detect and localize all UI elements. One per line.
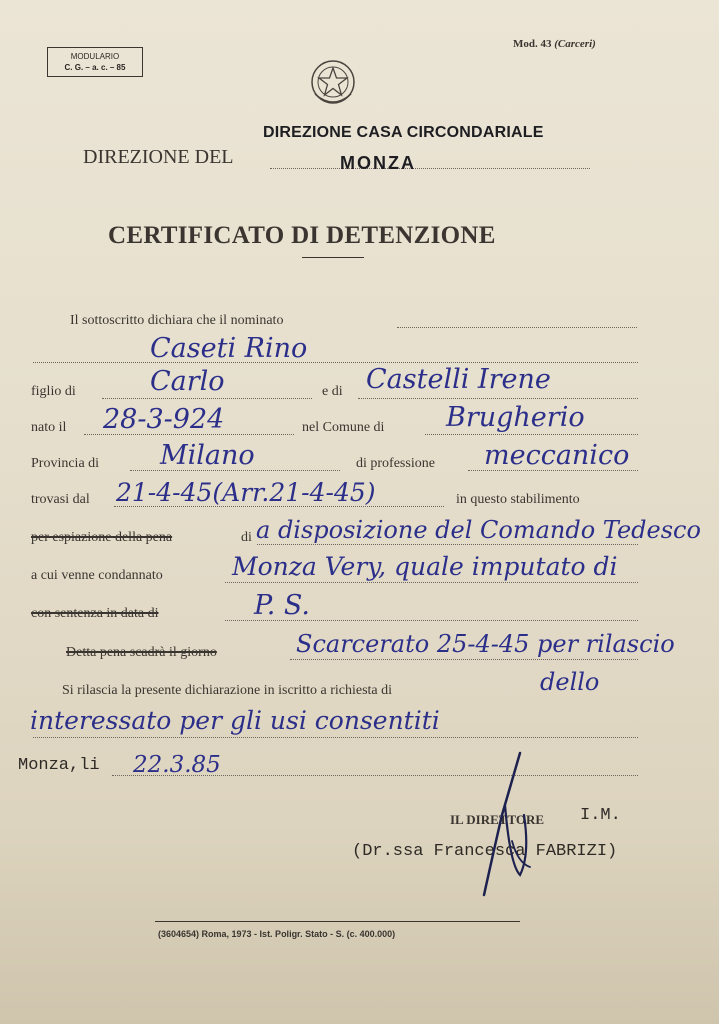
place-date-value: 22.3.85 <box>133 752 221 778</box>
emblem-icon <box>307 54 359 110</box>
rilascia-value: dello <box>540 668 600 696</box>
born-value: 28-3-924 <box>103 404 225 435</box>
condannato-label: a cui venne condannato <box>31 568 163 583</box>
page-title: CERTIFICATO DI DETENZIONE <box>108 222 496 249</box>
espiazione-label: per espiazione della pena <box>31 530 173 545</box>
di-label: di <box>241 530 252 545</box>
name-value: Caseti Rino <box>150 333 308 364</box>
title-underline <box>302 257 364 258</box>
footer-print-info: (3604654) Roma, 1973 - Ist. Poligr. Stato - S. (c. 400.000) <box>158 929 396 939</box>
intro-label: Il sottoscritto dichiara che il nominato <box>70 313 284 328</box>
footer-rule <box>155 921 520 922</box>
province-value: Milano <box>160 440 255 471</box>
director-name: (Dr.ssa Francesca FABRIZI) <box>352 842 618 861</box>
father-label: figlio di <box>31 384 76 399</box>
province-label: Provincia di <box>31 456 100 471</box>
espiazione-value: a disposizione del Comando Tedesco <box>256 516 701 544</box>
sentenza-label: con sentenza in data di <box>31 606 159 621</box>
profession-label: di professione <box>356 456 435 471</box>
scadenza-value: Scarcerato 25-4-45 per rilascio <box>296 630 675 658</box>
scadenza-label: Detta pena scadrà il giorno <box>66 645 217 660</box>
sentenza-value: P. S. <box>254 590 310 621</box>
mother-label: e di <box>322 384 343 399</box>
rilascia-value2: interessato per gli usi consentiti <box>30 706 440 735</box>
rilascia-label: Si rilascia la presente dichiarazione in iscritto a richiesta di <box>62 683 393 698</box>
mod-number-text: Mod. 43 <box>513 38 552 50</box>
since-value: 21-4-45(Arr.21-4-45) <box>116 478 376 507</box>
modulario-box <box>47 47 143 77</box>
comune-label: nel Comune di <box>302 420 385 435</box>
stamp-line2: MONZA <box>340 153 416 173</box>
mod-number <box>513 38 596 50</box>
profession-value: meccanico <box>484 440 630 471</box>
direzione-label: DIREZIONE DEL <box>83 146 234 168</box>
condannato-value: Monza Very, quale imputato di <box>232 552 618 581</box>
modulario-line2: C. G. – a. c. – 85 <box>64 63 126 72</box>
father-value: Carlo <box>150 366 225 397</box>
comune-value: Brugherio <box>446 402 585 433</box>
born-label: nato il <box>31 420 67 435</box>
mod-type-text: (Carceri) <box>554 38 596 50</box>
establishment-label: in questo stabilimento <box>456 492 580 507</box>
since-label: trovasi dal <box>31 492 90 507</box>
mother-value: Castelli Irene <box>366 364 551 395</box>
place-date-label: Monza,li <box>18 756 100 775</box>
stamp-line1: DIREZIONE CASA CIRCONDARIALE <box>263 124 544 141</box>
director-role: IL DIRETTORE <box>450 812 545 827</box>
director-initials: I.M. <box>580 806 621 825</box>
modulario-line1: MODULARIO <box>70 52 120 61</box>
handwritten-signature <box>450 745 550 905</box>
